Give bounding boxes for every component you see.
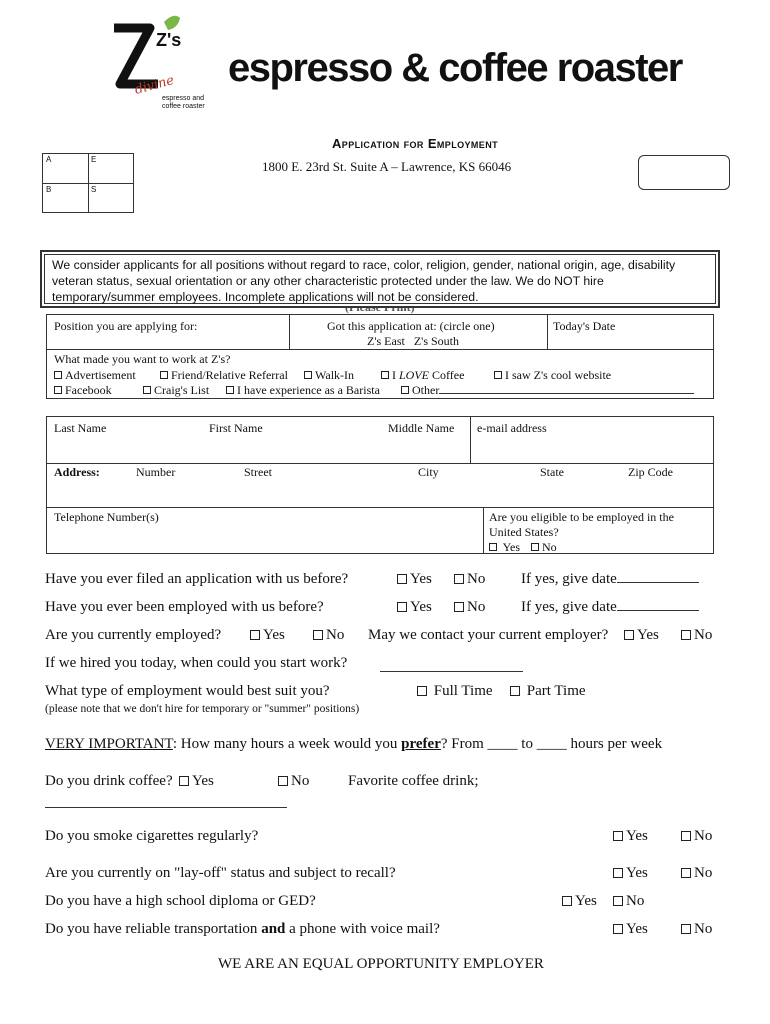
opt-barista[interactable]: I have experience as a Barista <box>226 383 380 398</box>
employment-type-note: (please note that we don't hire for temporary or "summer" positions) <box>45 703 360 715</box>
tagline: espresso & coffee roaster <box>228 46 682 90</box>
section-personal <box>46 416 714 554</box>
opt-love-coffee[interactable]: I LOVE Coffee <box>381 368 464 383</box>
notice-text: We consider applicants for all positions without regard to race, color, religion, gender, national origin, age, disability veteran status, sexual orientation or any other characteristic protected under the law. We do NOT hire temporary/summer employees. Incomplete applications will not be considered. <box>52 258 676 304</box>
q-employed-before: Have you ever been employed with us before? <box>45 599 324 615</box>
q-filed: Have you ever filed an application with us before? <box>45 571 349 587</box>
checkbox-icon <box>397 574 407 584</box>
notice-box <box>40 250 720 308</box>
form-title: Application for Employment <box>332 136 499 151</box>
section-position <box>46 314 714 399</box>
eligible-yes[interactable]: Yes <box>489 540 520 555</box>
currently-employed-yes[interactable]: Yes <box>250 627 285 644</box>
logo-sub2: coffee roaster <box>162 103 205 110</box>
layoff-yes[interactable]: Yes <box>613 865 648 882</box>
q-hours-per-week[interactable]: VERY IMPORTANT: How many hours a week would you prefer? From ____ to ____ hours per week <box>45 736 663 752</box>
layoff-no[interactable]: No <box>681 865 712 882</box>
checkbox-icon <box>681 868 691 878</box>
filed-no[interactable]: No <box>454 571 485 588</box>
part-time-option[interactable]: Part Time <box>510 683 586 700</box>
position-label: Position you are applying for: <box>54 319 198 333</box>
checkbox-icon <box>489 543 497 551</box>
checkbox-icon <box>681 924 691 934</box>
office-use-box[interactable] <box>638 155 730 190</box>
logo-sub1: espresso and <box>162 95 205 102</box>
middle-name-label: Middle Name <box>388 421 455 435</box>
eligible-label: Are you eligible to be employed in the United States? <box>489 510 674 539</box>
checkbox-icon <box>613 868 623 878</box>
logo-graphic <box>106 14 216 110</box>
company-logo <box>106 14 216 110</box>
checkbox-icon <box>494 371 502 379</box>
filed-date[interactable]: If yes, give date <box>521 571 699 588</box>
checkbox-icon <box>417 686 427 696</box>
date-label: Today's Date <box>553 319 616 333</box>
street-label: Street <box>244 465 272 479</box>
employed-before-yes[interactable]: Yes <box>397 599 432 616</box>
checkbox-icon <box>313 630 323 640</box>
q-employment-type: What type of employment would best suit you? <box>45 683 330 699</box>
city-label: City <box>418 465 439 479</box>
q-layoff: Are you currently on "lay-off" status and subject to recall? <box>45 865 396 881</box>
phone-label: Telephone Number(s) <box>54 510 159 524</box>
eligible-no[interactable]: No <box>531 540 557 555</box>
checkbox-icon <box>562 896 572 906</box>
q-smoke: Do you smoke cigarettes regularly? <box>45 828 259 844</box>
opt-facebook[interactable]: Facebook <box>54 383 112 398</box>
transportation-no[interactable]: No <box>681 921 712 938</box>
logo-mark: Z's <box>156 30 182 50</box>
state-label: State <box>540 465 564 479</box>
checkbox-icon <box>510 686 520 696</box>
drink-coffee-no[interactable]: No <box>278 773 309 790</box>
footer-eoe: WE ARE AN EQUAL OPPORTUNITY EMPLOYER <box>218 956 544 972</box>
checkbox-icon <box>278 776 288 786</box>
email-label: e-mail address <box>477 421 547 435</box>
checkbox-icon <box>54 386 62 394</box>
contact-employer-yes[interactable]: Yes <box>624 627 659 644</box>
address-label: Address: <box>54 465 100 479</box>
checkbox-icon <box>613 831 623 841</box>
transportation-yes[interactable]: Yes <box>613 921 648 938</box>
diploma-no[interactable]: No <box>613 893 644 910</box>
checkbox-icon <box>160 371 168 379</box>
zip-label: Zip Code <box>628 465 673 479</box>
opt-website[interactable]: I saw Z's cool website <box>494 368 611 383</box>
filed-yes[interactable]: Yes <box>397 571 432 588</box>
opt-other[interactable]: Other <box>401 383 694 398</box>
logo-script: divine <box>133 73 176 98</box>
q-start-work: If we hired you today, when could you start work? <box>45 655 348 671</box>
checkbox-icon <box>143 386 151 394</box>
checkbox-icon <box>397 602 407 612</box>
checkbox-icon <box>454 574 464 584</box>
corner-grid <box>42 153 134 213</box>
opt-walkin[interactable]: Walk-In <box>304 368 354 383</box>
why-label: What made you want to work at Z's? <box>54 352 231 366</box>
address-line: 1800 E. 23rd St. Suite A – Lawrence, KS 66046 <box>262 159 512 174</box>
first-name-label: First Name <box>209 421 263 435</box>
drink-coffee-yes[interactable]: Yes <box>179 773 214 790</box>
checkbox-icon <box>304 371 312 379</box>
last-name-label: Last Name <box>54 421 107 435</box>
leaf-icon <box>164 16 180 30</box>
q-currently-employed: Are you currently employed? <box>45 627 222 643</box>
favorite-drink-field[interactable] <box>45 807 287 808</box>
checkbox-icon <box>454 602 464 612</box>
checkbox-icon <box>381 371 389 379</box>
contact-employer-no[interactable]: No <box>681 627 712 644</box>
checkbox-icon <box>179 776 189 786</box>
checkbox-icon <box>226 386 234 394</box>
grid-s: S <box>91 185 97 194</box>
employed-before-date[interactable]: If yes, give date <box>521 599 699 616</box>
opt-craigslist[interactable]: Craig's List <box>143 383 209 398</box>
full-time-option[interactable]: Full Time <box>417 683 493 700</box>
checkbox-icon <box>613 924 623 934</box>
location-options[interactable]: Z's East Z's South <box>367 334 459 348</box>
checkbox-icon <box>54 371 62 379</box>
currently-employed-no[interactable]: No <box>313 627 344 644</box>
got-app-label: Got this application at: (circle one) <box>327 319 495 333</box>
checkbox-icon <box>613 896 623 906</box>
smoke-no[interactable]: No <box>681 828 712 845</box>
q-transportation: Do you have reliable transportation and a phone with voice mail? <box>45 921 440 937</box>
grid-b: B <box>46 185 52 194</box>
employed-before-no[interactable]: No <box>454 599 485 616</box>
grid-a: A <box>46 155 52 164</box>
checkbox-icon <box>681 630 691 640</box>
diploma-yes[interactable]: Yes <box>562 893 597 910</box>
checkbox-icon <box>401 386 409 394</box>
smoke-yes[interactable]: Yes <box>613 828 648 845</box>
opt-referral[interactable]: Friend/Relative Referral <box>160 368 288 383</box>
q-diploma: Do you have a high school diploma or GED? <box>45 893 316 909</box>
opt-advertisement[interactable]: Advertisement <box>54 368 136 383</box>
checkbox-icon <box>250 630 260 640</box>
checkbox-icon <box>681 831 691 841</box>
q-contact-employer: May we contact your current employer? <box>368 627 609 643</box>
q-drink-coffee: Do you drink coffee? <box>45 773 173 789</box>
checkbox-icon <box>624 630 634 640</box>
favorite-drink-label: Favorite coffee drink; <box>348 773 479 789</box>
start-work-field[interactable] <box>380 671 523 672</box>
grid-e: E <box>91 155 97 164</box>
checkbox-icon <box>531 543 539 551</box>
number-label: Number <box>136 465 176 479</box>
